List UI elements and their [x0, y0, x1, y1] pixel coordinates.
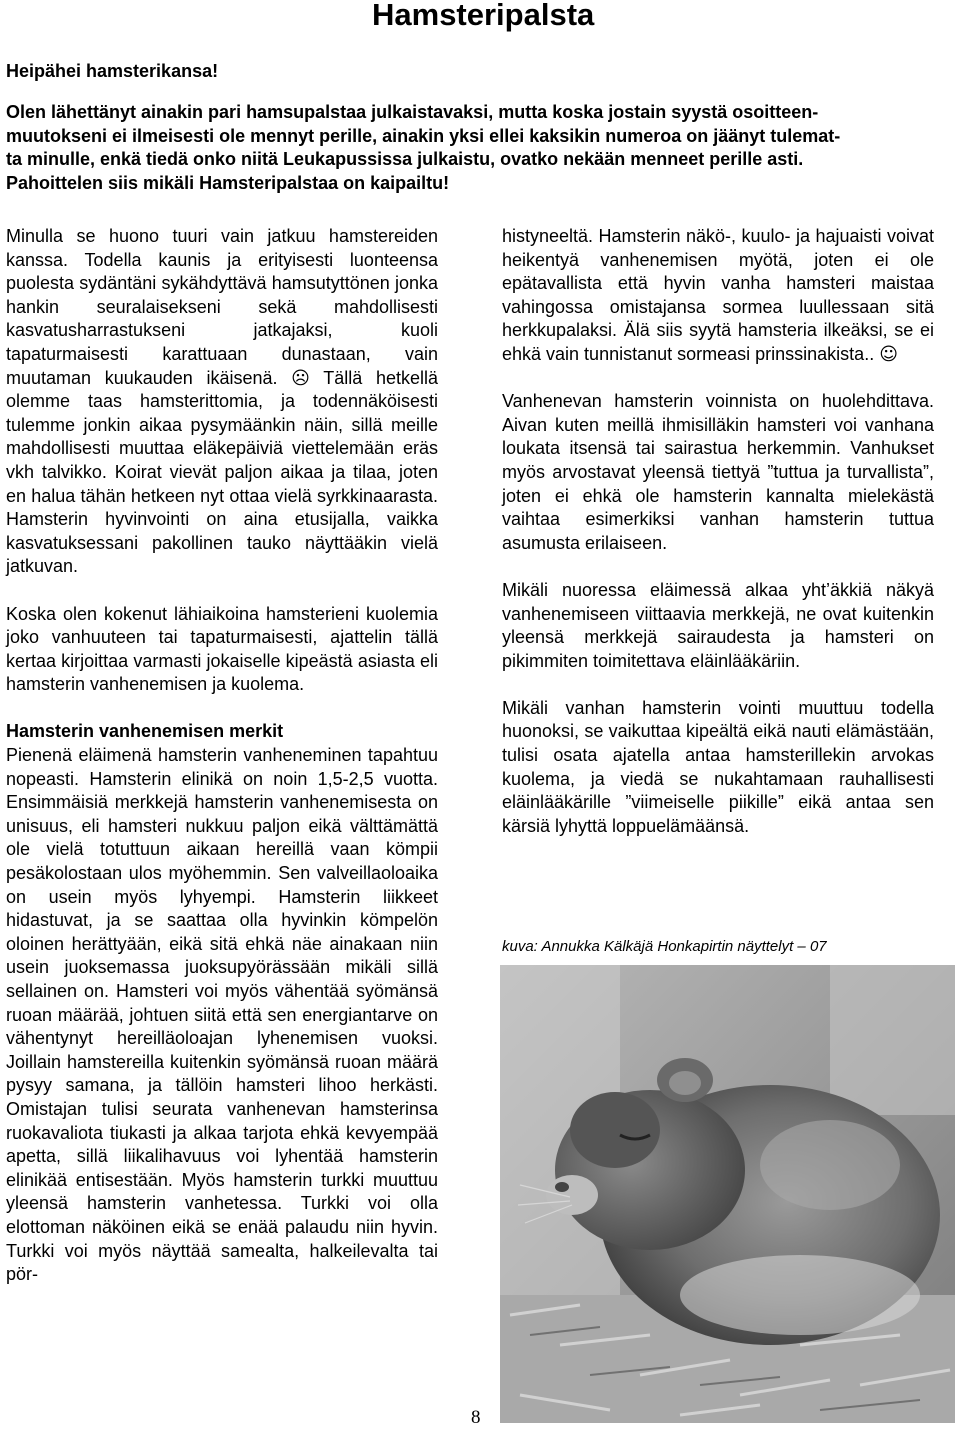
paragraph-text: histyneeltä. Hamsterin näkö-, kuulo- ja hajuaisti voivat heikentyä vanhenemisen myötä, joten ei ole epätavallista että hyvin vanha hamsteri maistaa vahingossa omistajansa sormea luullessaan sitä herkkupalaksi. Älä siis syytä hamsteria ilkeäksi, se ei ehkä vain tunnistanut sormeasi prinssinakista.. — [502, 226, 934, 364]
sad-face-icon: ☹ — [291, 367, 310, 389]
page-title: Hamsteripalsta — [372, 0, 595, 32]
intro-line: Olen lähettänyt ainakin pari hamsupalstaa julkaistavaksi, mutta koska jostain syystä osoitteen- — [6, 102, 819, 122]
article-paragraph — [502, 225, 934, 367]
left-column — [6, 225, 438, 1287]
intro-line: Pahoittelen siis mikäli Hamsteripalstaa on kaipailtu! — [6, 172, 450, 193]
smile-face-icon: ☺ — [879, 343, 898, 365]
article-paragraph: Mikäli nuoressa eläimessä alkaa yht’äkkiä näkyä vanhenemiseen viittaavia merkkejä, ne ovat kuitenkin yleensä merkkejä sairaudesta ja hamsteri on pikimmiten toimitettava eläinlääkäriin. — [502, 579, 934, 671]
section-heading: Hamsterin vanhenemisen merkit — [6, 721, 284, 742]
intro-line: ta minulle, enkä tiedä onko niitä Leukapussissa julkaistu, ovatko nekään menneet perille asti. — [6, 149, 804, 169]
article-paragraph: Koska olen kokenut lähiaikoina hamsterieni kuolemia joko vanhuuteen tai tapaturmaisesti, ajattelin tällä kertaa kirjoittaa varmasti jokaiselle kipeästä asiasta eli hamsterin vanhenemisen ja kuolema. — [6, 603, 438, 695]
article-paragraph — [6, 225, 438, 579]
greeting: Heipähei hamsterikansa! — [6, 61, 219, 81]
page-number: 8 — [471, 1407, 481, 1428]
paragraph-text: Minulla se huono tuuri vain jatkuu hamstereiden kanssa. Todella kaunis ja erityisesti luonteensa puolesta sydäntäni sykähdyttävä hamsutyttönen jonka hankin seuralaisekseni sekä mahdollisesti kasvatusharrastukseni jatkajaksi, kuoli tapaturmaisesti karattuaan dunastaan, vain muutaman kuukauden ikäisenä. — [6, 226, 438, 388]
article-paragraph: Pienenä eläimenä hamsterin vanheneminen tapahtuu nopeasti. Hamsterin elinikä on noin 1,5-2,5 vuotta. Ensimmäisiä merkkejä hamsterin vanhenemisesta on unisuus, eli hamsteri nukkuu paljon eikä välttämättä ole vielä totuttuun aikaan hereillä vaan kömpii pesäkolostaan ulos myöhemmin. Sen valveillaoloaika on usein myös lyhyempi. Hamsterin liikkeet hidastuvat, ja se saattaa olla hyvinkin kömpelön oloinen herättyään, eikä sitä ehkä näe ainakaan niin usein juoksemassa juoksupyörässään mikäli sillä sellainen on. Hamsteri voi myös vähentää syömänsä ruoan määrää, johtuen siitä että sen energiantarve on vähentynyt hereilläoloajan lyhenemisen vuoksi. Joillain hamstereilla kuitenkin syömänsä ruoan määrä pysyy samana, ja tällöin hamsteri lihoo herkästi. Omistajan tulisi seurata vanhenevan hamsterinsa ruokavaliota tiukasti ja alkaa tarjota ehkä kevyempää apetta, sillä liikalihavuus voi lyhentää hamsterin elinikää entisestään. Myös hamsterin turkki muuttuu yleensä hamsterin vanhetessa. Turkki voi olla elottoman näköinen eikä se enää palaudu niin hyvin. Turkki voi myös näyttää samealta, halkeilevalta tai pör- — [6, 745, 438, 1285]
photo-caption: kuva: Annukka Kälkäjä Honkapirtin näyttelyt – 07 — [502, 938, 827, 955]
paragraph-text: Tällä hetkellä olemme taas hamsterittomia, ja todennäköisesti tulemme jonkin aikaa pysymäänkin näin, sillä meille mahdollisesti muuttaa eläkepäiviä viettelemään eräs vkh talvikko. Koirat vievät paljon aikaa ja tilaa, joten en halua tähän hetkeen nyt ottaa vielä syrkkinaarasta. Hamsterin hyvinvointi on aina etusijalla, vaikka kasvatuksessani pakollinen tauko näyttääkin vielä jatkuvan. — [6, 367, 438, 577]
hamster-photo-graphic — [500, 965, 955, 1423]
right-column — [502, 225, 934, 838]
intro-line: muutokseni ei ilmeisesti ole mennyt perille, ainakin yksi ellei kaksikin numeroa on jäänyt tulemat- — [6, 125, 841, 146]
intro-paragraph — [6, 101, 956, 195]
hamster-photo — [500, 965, 955, 1423]
article-paragraph: Mikäli vanhan hamsterin vointi muuttuu todella huonoksi, se vaikuttaa kipeältä eikä nauti elämästään, tulisi osata ajatella antaa hamsterillekin arvokas kuolema, ja viedä se nukahtamaan rauhallisesti eläinlääkärille ”viimeiselle piikille” eikä antaa sen kärsiä lyhyttä loppuelämäänsä. — [502, 697, 934, 836]
article-paragraph: Vanhenevan hamsterin voinnista on huolehdittava. Aivan kuten meillä ihmisilläkin hamsteri voi vanhana loukata itsensä tai sairastua herkemmin. Vanhukset myös arvostavat yleensä tiettyä ”tuttua ja turvallista”, joten ei ehkä ole hamsterin kannalta mielekästä vaihtaa esimerkiksi vanhan hamsterin tuttua asumusta erilaiseen. — [502, 391, 934, 553]
